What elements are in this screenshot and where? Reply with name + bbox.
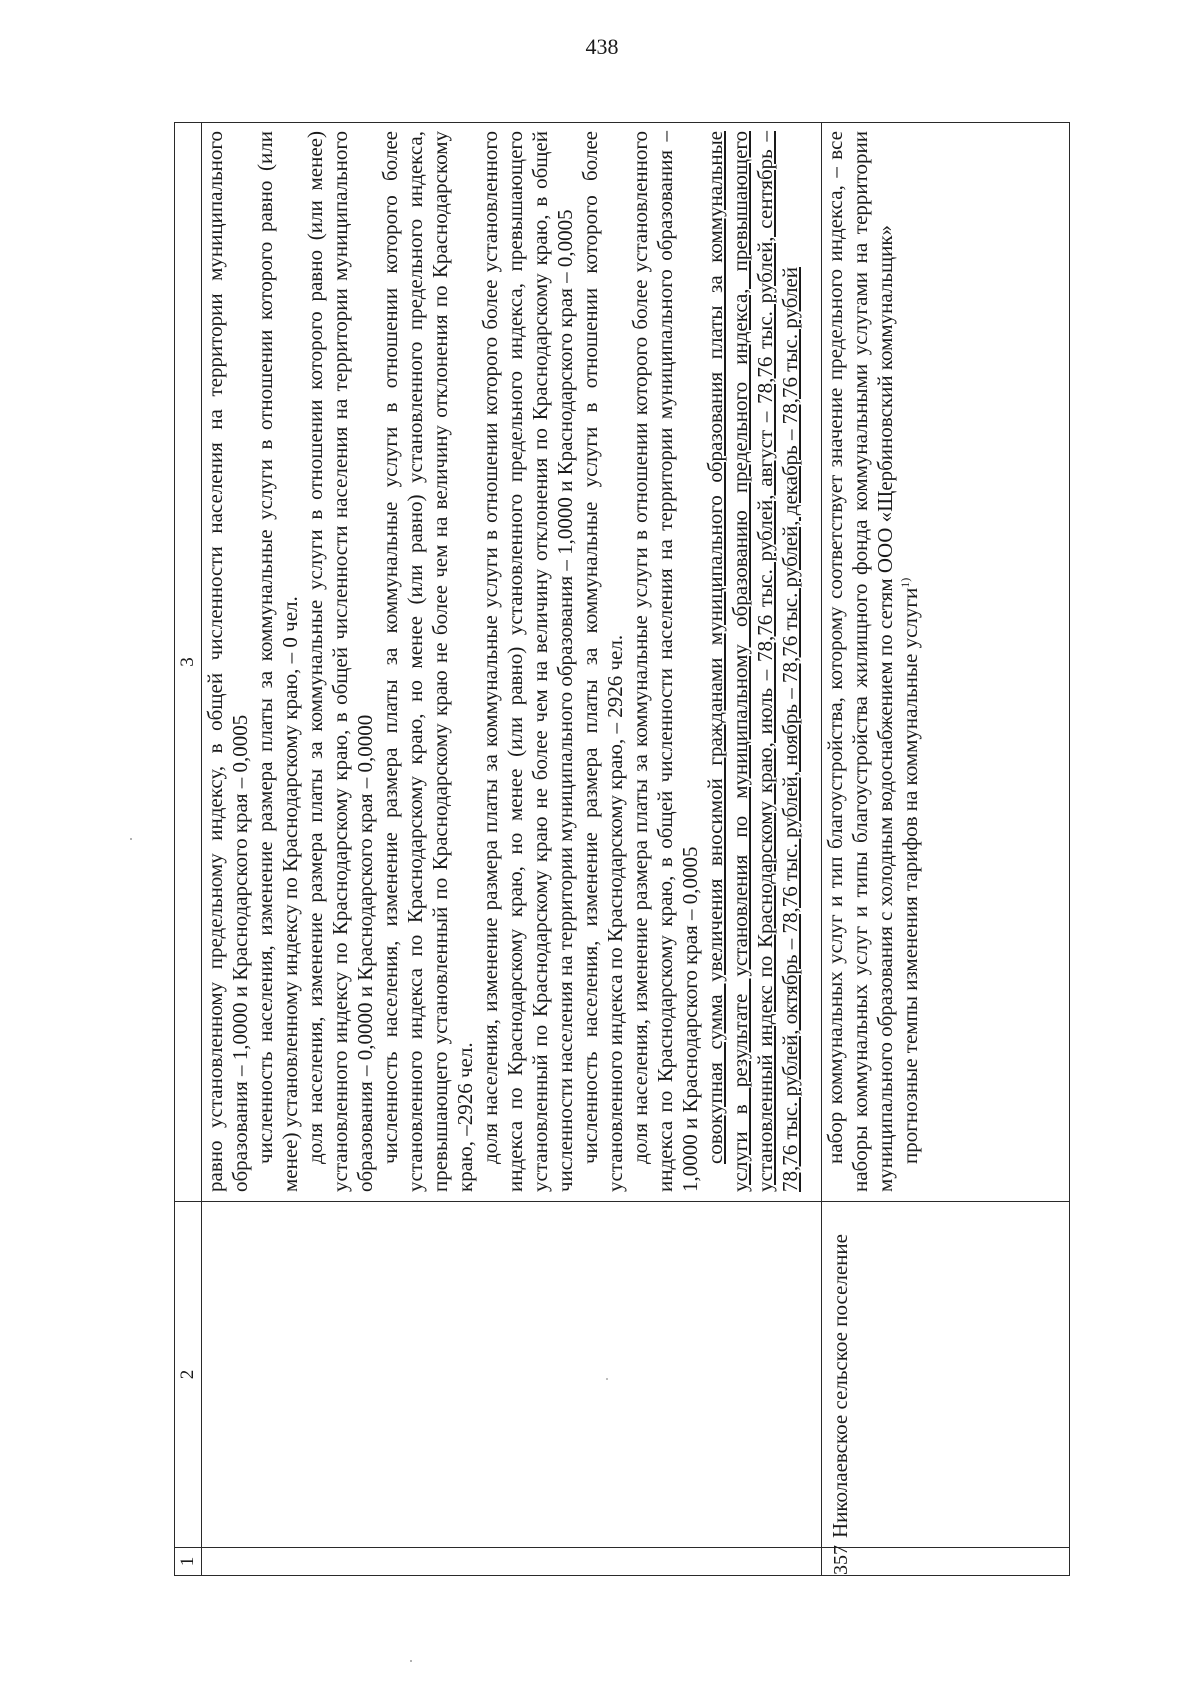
paragraph <box>898 131 923 1192</box>
settlement-cell <box>202 1202 822 1548</box>
paragraph: доля населения, изменение размера платы за коммунальные услуги в отношении которого более установленного индекса по Краснодарскому краю, в общей численности населения на территории муниципального образования – 1,0000 и Краснодарского края – 0,0005 <box>628 131 702 1192</box>
indicator-text-cell <box>822 123 1070 1202</box>
table-row-continuation <box>202 123 822 1576</box>
paragraph: численность населения, изменение размера платы за коммунальные услуги в отношении которого равно (или менее) установленному индексу по Краснодарскому краю, – 0 чел. <box>253 131 302 1192</box>
scan-speck <box>410 1660 412 1662</box>
paragraph: совокупная сумма увеличения вносимой гражданами муниципального образования платы за коммунальные услуги в результате установления по муниципальному образованию предельного индекса, превышающего установленный индекс по Краснодарскому краю, июль – 78,76 тыс. рублей, август – 78,76 тыс. рублей, сентябрь – 78,76 тыс. рублей, октябрь – 78,76 тыс. рублей, ноябрь – 78,76 тыс. рублей, декабрь – 78,76 тыс. рублей <box>703 131 802 1192</box>
paragraph: доля населения, изменение размера платы за коммунальные услуги в отношении которого более установленного индекса по Краснодарскому краю, но менее (или равно) установленного предельного индекса, превышающего установленный по Краснодарскому краю не более чем на величину отклонения по Краснодарскому краю, в общей численности населения на территории муниципального образования – 1,0000 и Краснодарского края – 0,0005 <box>478 131 577 1192</box>
paragraph-text: прогнозные темпы изменения тарифов на коммунальные услуги <box>898 587 922 1164</box>
data-table <box>174 122 1070 1576</box>
indicator-text-cell <box>202 123 822 1202</box>
paragraph: равно установленному предельному индексу, в общей численности населения на территории муниципального образования – 1,0000 и Краснодарского края – 0,0005 <box>203 131 252 1192</box>
page-number: 438 <box>585 34 619 59</box>
footnote-mark: 1) <box>898 577 912 588</box>
paragraph: набор коммунальных услуг и тип благоустройства, которому соответствует значение предельного индекса, – все наборы коммунальных услуг и типы благоустройства жилищного фонда коммунальными услугами на территории муниципального образования с холодным водоснабжением по сетям ООО «Щербиновский коммунальщик» <box>823 131 897 1192</box>
paragraph: численность населения, изменение размера платы за коммунальные услуги в отношении которого более установленного индекса по Краснодарскому краю, – 2926 чел. <box>578 131 627 1192</box>
settlement-name: Николаевское сельское поселение <box>822 1202 1070 1548</box>
table-row <box>822 123 1070 1576</box>
row-number-cell <box>202 1548 822 1576</box>
column-header-2: 2 <box>175 1202 202 1548</box>
paragraph: доля населения, изменение размера платы за коммунальные услуги в отношении которого равно (или менее) установленного индексу по Краснодарскому краю, в общей численности населения на территории муниципального образования – 0,0000 и Краснодарского края – 0,0000 <box>303 131 377 1192</box>
row-number: 357 <box>822 1548 1070 1576</box>
table-header-row <box>175 123 202 1576</box>
rotated-table <box>174 126 1070 1576</box>
column-header-3: 3 <box>175 123 202 1202</box>
column-header-1: 1 <box>175 1548 202 1576</box>
paragraph: численность населения, изменение размера платы за коммунальные услуги в отношении которого более установленного индекса по Краснодарскому краю, но менее (или равно) установленного предельного индекса, превышающего установленный по Краснодарскому краю не более чем на величину отклонения по Краснодарскому краю, –2926 чел. <box>378 131 477 1192</box>
scan-speck <box>130 838 132 840</box>
